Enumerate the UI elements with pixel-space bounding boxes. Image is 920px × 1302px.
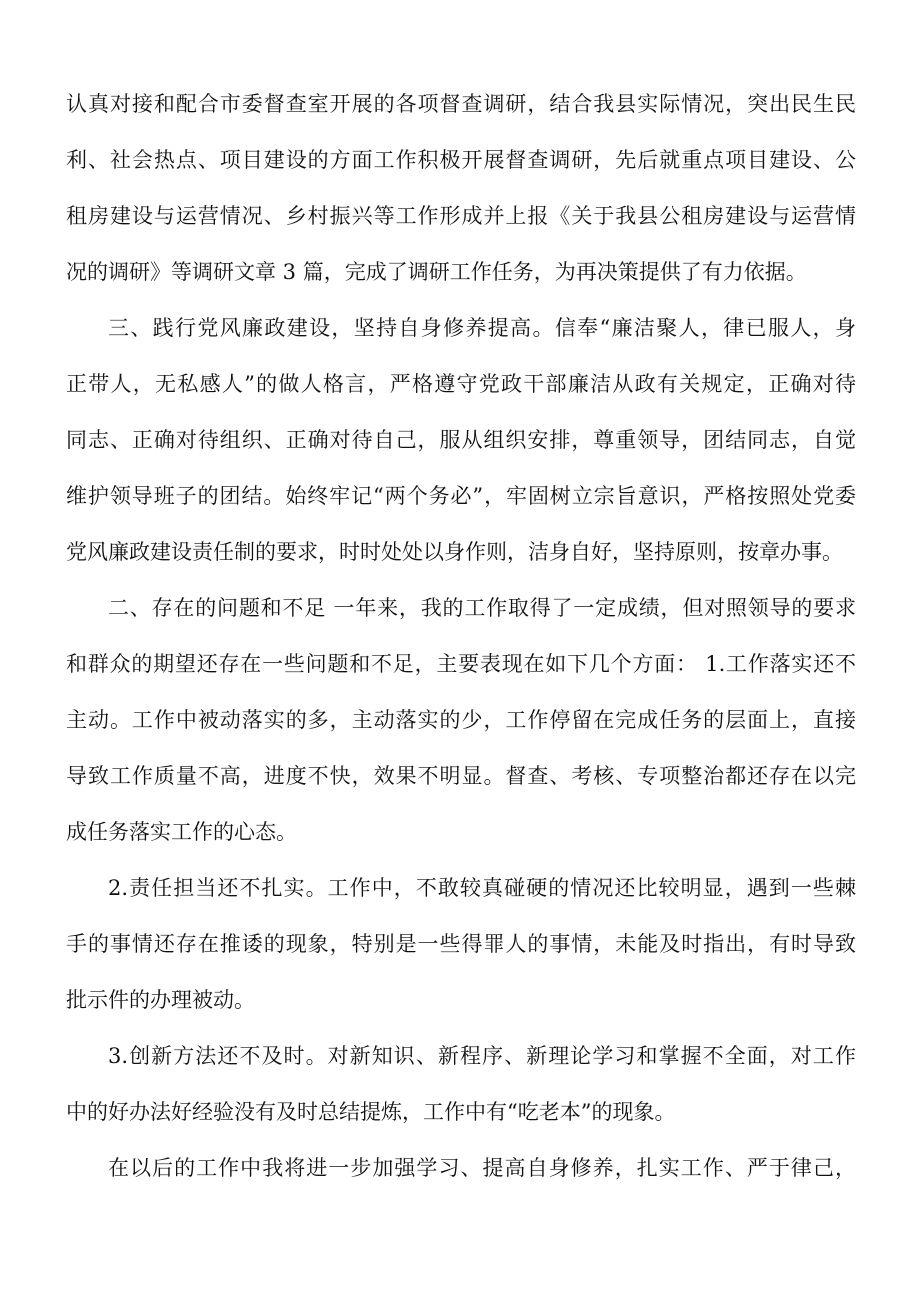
paragraph-line: 同志、正确对待组织、正确对待自己，服从组织安排，尊重领导，团结同志，自觉 (66, 428, 856, 452)
paragraph-line: 况的调研》等调研文章 3 篇，完成了调研工作任务，为再决策提供了有力依据。 (66, 260, 807, 284)
paragraph-line: 主动。工作中被动落实的多，主动落实的少，工作停留在完成任务的层面上，直接 (66, 708, 856, 732)
paragraph-line: 正带人，无私感人”的做人格言，严格遵守党政干部廉洁从政有关规定，正确对待 (66, 372, 856, 396)
paragraph-line: 三、践行党风廉政建设，坚持自身修养提高。信奉“廉洁聚人，律已服人，身 (108, 316, 856, 340)
paragraph-line: 中的好办法好经验没有及时总结提炼，工作中有“吃老本”的现象。 (66, 1100, 676, 1124)
paragraph-line: 在以后的工作中我将进一步加强学习、提高自身修养，扎实工作、严于律己， (108, 1156, 856, 1180)
paragraph-line: 利、社会热点、项目建设的方面工作积极开展督查调研，先后就重点项目建设、公 (66, 148, 856, 172)
paragraph-line: 批示件的办理被动。 (66, 988, 255, 1012)
paragraph-line: 手的事情还存在推诿的现象，特别是一些得罪人的事情，未能及时指出，有时导致 (66, 932, 856, 956)
paragraph-line: 维护领导班子的团结。始终牢记“两个务必”，牢固树立宗旨意识，严格按照处党委 (66, 484, 856, 508)
paragraph-line: 3.创新方法还不及时。对新知识、新程序、新理论学习和掌握不全面，对工作 (108, 1044, 856, 1068)
paragraph-line: 租房建设与运营情况、乡村振兴等工作形成并上报《关于我县公租房建设与运营情 (66, 204, 856, 228)
paragraph-line: 和群众的期望还存在一些问题和不足，主要表现在如下几个方面： 1.工作落实还不 (66, 652, 856, 676)
paragraph-line: 党风廉政建设责任制的要求，时时处处以身作则，洁身自好，坚持原则，按章办事。 (66, 540, 843, 564)
paragraph-line: 二、存在的问题和不足 一年来，我的工作取得了一定成绩，但对照领导的要求 (108, 596, 856, 620)
paragraph-line: 导致工作质量不高，进度不快，效果不明显。督查、考核、专项整治都还存在以完 (66, 764, 856, 788)
paragraph-line: 2.责任担当还不扎实。工作中，不敢较真碰硬的情况还比较明显，遇到一些棘 (108, 876, 856, 900)
paragraph-line: 认真对接和配合市委督查室开展的各项督查调研，结合我县实际情况，突出民生民 (66, 92, 856, 116)
paragraph-line: 成任务落实工作的心态。 (66, 820, 297, 844)
